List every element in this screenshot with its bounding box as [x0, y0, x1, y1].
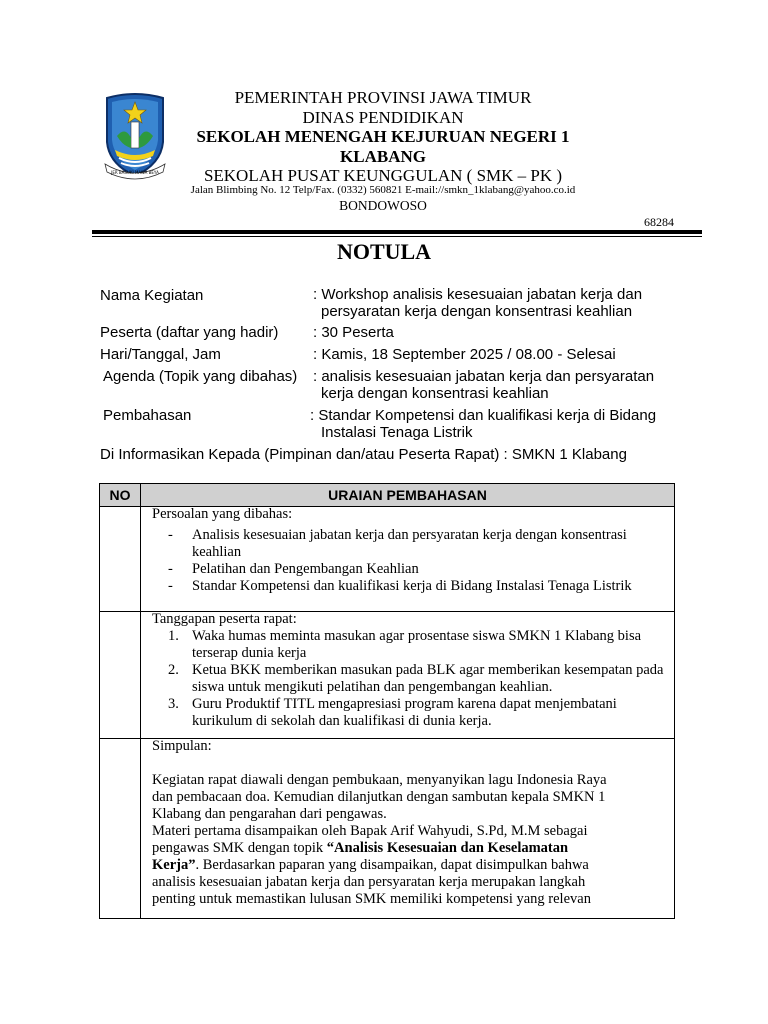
row-tanggapan	[152, 611, 667, 730]
nama-kegiatan-label: Nama Kegiatan	[100, 287, 204, 304]
topic-title: “Analisis Kesesuaian dan Keselamatan Kerja”	[152, 840, 569, 873]
tanggapan-list	[152, 628, 667, 730]
agenda-label: Agenda (Topik yang dibahas)	[103, 368, 298, 385]
pembahasan-value	[310, 407, 656, 441]
column-divider	[140, 506, 141, 918]
list-item: 2. Ketua BKK memberikan masukan pada BLK agar memberikan kesempatan pada siswa untuk mengikuti pelatihan dan pengembangan keahlian.	[168, 662, 664, 695]
postal-code: 68284	[644, 215, 674, 229]
persoalan-list	[152, 527, 667, 595]
header-no: NO	[100, 484, 141, 506]
hari-label: Hari/Tanggal, Jam	[100, 346, 221, 363]
agenda-value	[313, 368, 654, 402]
list-item: 1. Waka humas meminta masukan agar prosentase siswa SMKN 1 Klabang bisa terserap dunia kerja	[168, 628, 642, 661]
header-uraian: URAIAN PEMBAHASAN	[328, 487, 487, 503]
letterhead-department: DINAS PENDIDIKAN	[302, 108, 464, 127]
letterhead-divider-thin	[92, 236, 702, 237]
pembahasan-line2: Instalasi Tenaga Listrik	[321, 424, 473, 441]
letterhead-school-type: SEKOLAH PUSAT KEUNGGULAN ( SMK – PK )	[203, 166, 563, 185]
list-item: 3. Guru Produktif TITL mengapresiasi program karena dapat menjembatani kurikulum di sekolah dan kualifikasi di dunia kerja.	[168, 696, 617, 729]
table-header	[100, 484, 674, 507]
nama-kegiatan-value	[313, 286, 642, 320]
tanggapan-heading: Tanggapan peserta rapat:	[152, 611, 297, 627]
uraian-table	[99, 483, 675, 919]
nama-kegiatan-line2: persyaratan kerja dengan konsentrasi keahlian	[321, 303, 633, 320]
simpulan-heading: Simpulan:	[152, 738, 212, 754]
letterhead-city: BONDOWOSO	[339, 198, 427, 213]
persoalan-heading: Persoalan yang dibahas:	[152, 506, 293, 522]
diinformasikan-kepada: Di Informasikan Kepada (Pimpinan dan/atau Peserta Rapat) : SMKN 1 Klabang	[100, 446, 627, 463]
list-item: - Analisis kesesuaian jabatan kerja dan persyaratan kerja dengan konsentrasi keahlian	[168, 527, 627, 560]
letterhead-government: PEMERINTAH PROVINSI JAWA TIMUR	[234, 88, 532, 107]
letterhead-school-name: SEKOLAH MENENGAH KEJURUAN NEGERI 1	[196, 127, 570, 146]
letterhead-divider-thick	[92, 230, 702, 234]
peserta-value: : 30 Peserta	[313, 324, 394, 341]
row-simpulan	[152, 738, 612, 908]
agenda-line2: kerja dengan konsentrasi keahlian	[321, 385, 549, 402]
pembahasan-label: Pembahasan	[103, 407, 192, 424]
list-item: - Standar Kompetensi dan kualifikasi kerja di Bidang Instalasi Tenaga Listrik	[168, 578, 632, 594]
simpulan-paragraph-1: Kegiatan rapat diawali dengan pembukaan, menyanyikan lagu Indonesia Raya dan pembacaan doa. Kemudian dilanjutkan dengan sambutan kepala SMKN 1 Klabang dan pengarahan dari pengawas.	[152, 772, 607, 822]
hari-value: : Kamis, 18 September 2025 / 08.00 - Selesai	[313, 346, 616, 363]
nama-kegiatan-line1: : Workshop analisis kesesuaian jabatan kerja dan	[313, 286, 643, 303]
agenda-line1: : analisis kesesuaian jabatan kerja dan persyaratan	[313, 368, 655, 385]
simpulan-paragraph-2: Materi pertama disampaikan oleh Bapak Arif Wahyudi, S.Pd, M.M sebagai pengawas SMK dengan topik “Analisis Kesesuaian dan Keselamatan Kerja”. Berdasarkan paparan yang disampaikan, dapat disimpulkan bahwa analisis kesesuaian jabatan kerja dan persyaratan kerja merupakan langkah penting untuk memastikan lulusan SMK memiliki kompetensi yang relevan	[152, 823, 591, 907]
letterhead-address: Jalan Blimbing No. 12 Telp/Fax. (0332) 560821 E-mail://smkn_1klabang@yahoo.co.id	[190, 184, 576, 196]
letterhead-school-location: KLABANG	[340, 147, 426, 166]
svg-text:JER BASUKI MAWA BEYA: JER BASUKI MAWA BEYA	[111, 170, 159, 175]
row-persoalan	[152, 506, 667, 595]
list-item: - Pelatihan dan Pengembangan Keahlian	[168, 561, 419, 577]
pembahasan-line1: : Standar Kompetensi dan kualifikasi kerja di Bidang	[310, 407, 657, 424]
document-title: NOTULA	[336, 239, 432, 264]
peserta-label: Peserta (daftar yang hadir)	[100, 324, 279, 341]
